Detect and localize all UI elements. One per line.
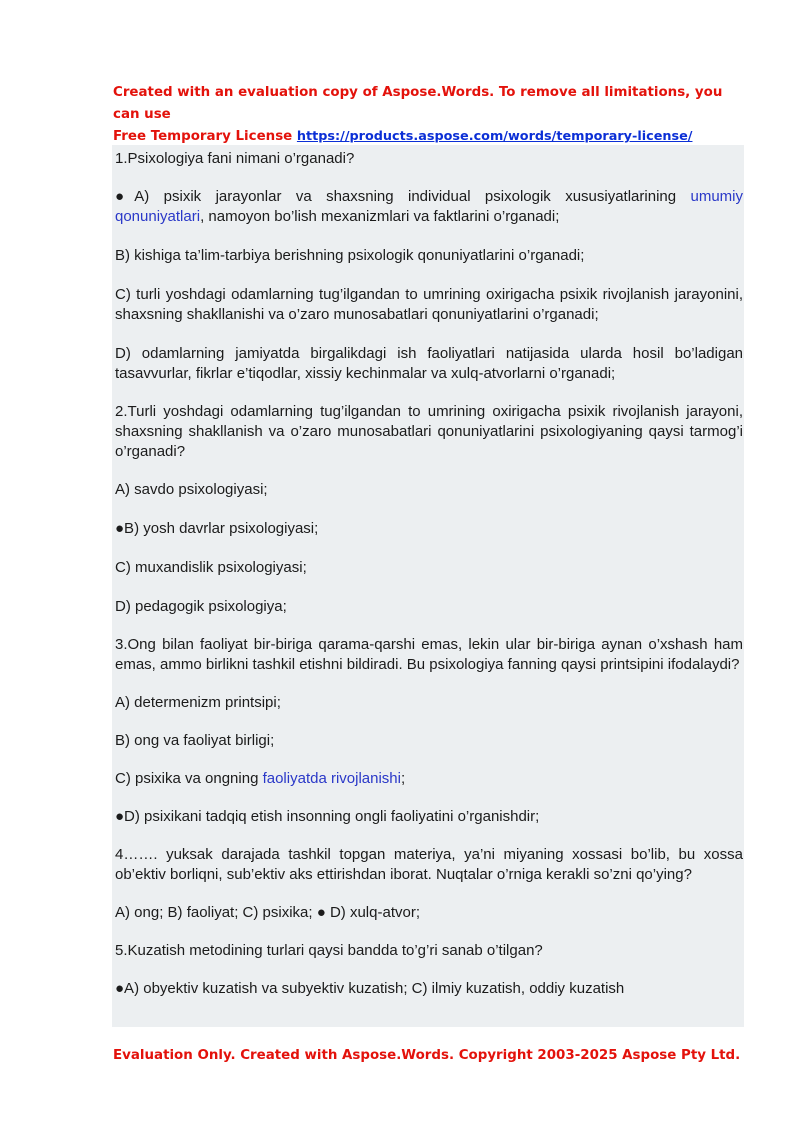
q2-option-b: ●B) yosh davrlar psixologiyasi; <box>115 520 319 537</box>
document-body <box>112 145 744 1027</box>
question-2: 2.Turli yoshdagi odamlarning tug’ilgandan to umrining oxirigacha psixik rivojlanish jarayoni, shaxsning shakllanish va o’zaro munosabatlari qonuniyatlarini psixologiyaning qaysi tarmog’i o’rganadi? <box>115 403 743 460</box>
q3-option-c-text: C) psixika va ongning <box>115 770 263 787</box>
q3-option-d: ●D) psixikani tadqiq etish insonning ongli faoliyatini o’rganishdir; <box>115 808 540 825</box>
question-1: 1.Psixologiya fani nimani o’rganadi? <box>115 150 355 167</box>
temporary-license-link[interactable]: https://products.aspose.com/words/temporary-license/ <box>296 129 693 144</box>
license-label: Free Temporary License <box>113 129 297 144</box>
q1-option-b: B) kishiga ta’lim-tarbiya berishning psixologik qonuniyatlarini o’rganadi; <box>115 247 585 264</box>
q1-term-link[interactable]: umumiy qonuniyatlari <box>115 188 743 225</box>
question-5: 5.Kuzatish metodining turlari qaysi bandda to’g’ri sanab o’tilgan? <box>115 942 543 959</box>
question-3: 3.Ong bilan faoliyat bir-biriga qarama-qarshi emas, lekin ular bir-biriga aynan o’xshash ham emas, ammo birlikni tashkil etishni bildiradi. Bu psixologiya fanning qaysi printsipini ifodalaydi? <box>115 636 743 673</box>
q1-option-c: C) turli yoshdagi odamlarning tug’ilgandan to umrining oxirigacha psixik rivojlanish jarayonini, shaxsning shakllanishi va o’zaro munosabatlari qonuniyatlarini o’rganadi; <box>115 286 743 323</box>
q3-option-c-tail: ; <box>400 770 406 787</box>
q2-option-d: D) pedagogik psixologiya; <box>115 598 287 615</box>
evaluation-footer: Evaluation Only. Created with Aspose.Words. Copyright 2003-2025 Aspose Pty Ltd. <box>113 1048 741 1063</box>
q3-term-link[interactable]: faoliyatda rivojlanishi <box>262 770 401 787</box>
q1-option-a <box>115 187 743 227</box>
q1-option-a-tail: , namoyon bo’lish mexanizmlari va faktlarini o’rganadi; <box>200 208 560 225</box>
q2-option-a: A) savdo psixologiyasi; <box>115 481 268 498</box>
question-4: 4……. yuksak darajada tashkil topgan materiya, ya’ni miyaning xossasi bo’lib, bu xossa ob’ektiv borliqni, sub’ektiv aks ettirishdan iborat. Nuqtalar o’rniga kerakli so’zni qo’ying? <box>115 846 743 883</box>
q5-options: ●A) obyektiv kuzatish va subyektiv kuzatish; C) ilmiy kuzatish, oddiy kuzatish <box>115 980 625 997</box>
q3-option-b: B) ong va faoliyat birligi; <box>115 732 275 749</box>
evaluation-header <box>113 82 753 148</box>
q3-option-a: A) determenizm printsipi; <box>115 694 281 711</box>
q3-option-c <box>115 769 743 789</box>
q2-option-c: C) muxandislik psixologiyasi; <box>115 559 307 576</box>
q1-option-a-text: ●A) psixik jarayonlar va shaxsning individual psixologik xususiyatlarining <box>115 188 691 205</box>
q1-option-d: D) odamlarning jamiyatda birgalikdagi ish faoliyatlari natijasida ularda hosil bo’ladigan tasavvurlar, fikrlar e’tiqodlar, xissiy kechinmalar va xulq-atvorlarni o’rganadi; <box>115 345 743 382</box>
evaluation-notice-line: Created with an evaluation copy of Aspose.Words. To remove all limitations, you can use <box>113 85 723 122</box>
q4-options: A) ong; B) faoliyat; C) psixika; ● D) xulq-atvor; <box>115 904 420 921</box>
